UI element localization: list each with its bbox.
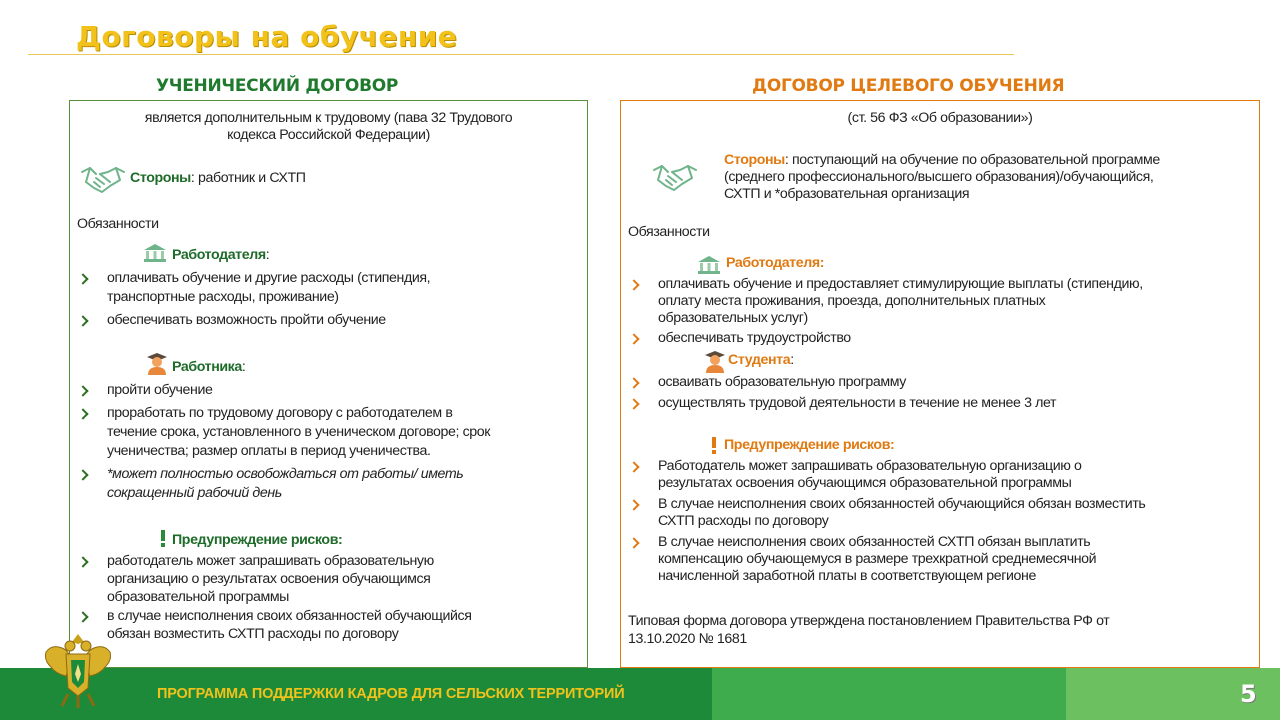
left-parties bbox=[130, 170, 306, 187]
left-worker-label: Работника bbox=[172, 359, 242, 375]
bank-icon bbox=[697, 255, 721, 275]
left-intro-line2: кодекса Российской Федерации) bbox=[227, 127, 430, 143]
handshake-icon bbox=[80, 162, 126, 194]
footer-program-title: ПРОГРАММА ПОДДЕРЖКИ КАДРОВ ДЛЯ СЕЛЬСКИХ ТЕРРИТОРИЙ bbox=[157, 686, 625, 702]
right-intro: (ст. 56 ФЗ «Об образовании») bbox=[847, 110, 1033, 126]
right-risk-item-2b: СХТП расходы по договору bbox=[658, 513, 829, 529]
right-risk-item-3a: В случае неисполнения своих обязанностей СХТП обязан выплатить bbox=[658, 534, 1091, 550]
chevron-right-icon bbox=[77, 385, 89, 397]
right-employer-heading: Работодателя: bbox=[726, 255, 825, 271]
right-risk-item-2a: В случае неисполнения своих обязанностей обучающийся обязан возместить bbox=[658, 496, 1146, 512]
right-parties-label: Стороны bbox=[724, 152, 785, 168]
right-note-line1: Типовая форма договора утверждена постановлением Правительства РФ от bbox=[628, 613, 1110, 629]
exclamation-icon bbox=[159, 530, 167, 548]
handshake-icon bbox=[652, 160, 698, 192]
left-risk-item-1b: организацию о результатах освоения обучающимся bbox=[107, 571, 431, 587]
left-risk-item-1c: образовательной программы bbox=[107, 589, 289, 605]
left-worker-item-2c: ученичества; размер оплаты в период ученичества. bbox=[107, 443, 431, 459]
left-worker-item-2b: течение срока, установленного в ученическом договоре; срок bbox=[107, 424, 491, 440]
right-employer-item-1c: образовательных услуг) bbox=[658, 310, 808, 326]
right-student-label: Студента bbox=[728, 352, 791, 368]
chevron-right-icon bbox=[628, 537, 640, 549]
left-risk-heading: Предупреждение рисков: bbox=[172, 532, 343, 548]
left-parties-text: : работник и СХТП bbox=[190, 170, 306, 186]
chevron-right-icon bbox=[77, 408, 89, 420]
right-employer-item-1b: оплату места проживания, проезда, дополнительных платных bbox=[658, 293, 1046, 309]
right-parties-line2: (среднего профессионального/высшего образования)/обучающийся, bbox=[724, 169, 1154, 185]
chevron-right-icon bbox=[628, 377, 640, 389]
student-icon bbox=[704, 350, 726, 374]
emblem-icon bbox=[38, 630, 118, 710]
left-duties-heading: Обязанности bbox=[77, 216, 159, 232]
right-parties-line3: СХТП и *образовательная организация bbox=[724, 186, 970, 202]
chevron-right-icon bbox=[77, 469, 89, 481]
right-parties-line1: Стороны: поступающий на обучение по образовательной программе bbox=[724, 152, 1160, 168]
left-column-heading: УЧЕНИЧЕСКИЙ ДОГОВОР bbox=[156, 76, 399, 96]
right-note-line2: 13.10.2020 № 1681 bbox=[628, 631, 747, 647]
left-worker-item-3a: *может полностью освобождаться от работы/ иметь bbox=[107, 466, 464, 482]
chevron-right-icon bbox=[77, 315, 89, 327]
right-student-item-1: осваивать образовательную программу bbox=[658, 374, 906, 390]
left-parties-label: Стороны bbox=[130, 170, 191, 186]
chevron-right-icon bbox=[77, 273, 89, 285]
student-icon bbox=[146, 352, 168, 376]
right-risk-item-3b: компенсацию обучающемуся в размере трехкратной среднемесячной bbox=[658, 551, 1097, 567]
left-employer-item-2: обеспечивать возможность пройти обучение bbox=[107, 312, 386, 328]
left-worker-item-1: пройти обучение bbox=[107, 382, 213, 398]
right-student-heading: Студента: bbox=[728, 352, 794, 368]
left-employer-heading: Работодателя: bbox=[172, 247, 270, 263]
footer-segment-mid bbox=[712, 668, 1066, 720]
right-duties-heading: Обязанности bbox=[628, 224, 710, 240]
right-student-item-2: осуществлять трудовой деятельности в течение не менее 3 лет bbox=[658, 395, 1057, 411]
bank-icon bbox=[143, 243, 167, 263]
left-intro-line1: является дополнительным к трудовому (пава 32 Трудового bbox=[144, 110, 513, 126]
left-employer-item-1b: транспортные расходы, проживание) bbox=[107, 289, 339, 305]
chevron-right-icon bbox=[77, 611, 89, 623]
chevron-right-icon bbox=[628, 461, 640, 473]
left-employer-label: Работодателя bbox=[172, 247, 266, 263]
right-employer-item-2: обеспечивать трудоустройство bbox=[658, 330, 851, 346]
chevron-right-icon bbox=[628, 333, 640, 345]
chevron-right-icon bbox=[628, 398, 640, 410]
left-risk-item-2a: в случае неисполнения своих обязанностей обучающийся bbox=[107, 608, 472, 624]
left-risk-item-2b: обязан возместить СХТП расходы по договору bbox=[107, 626, 399, 642]
page-title: Договоры на обучение bbox=[76, 20, 458, 53]
left-worker-item-2a: проработать по трудовому договору с работодателем в bbox=[107, 405, 453, 421]
chevron-right-icon bbox=[628, 279, 640, 291]
title-divider bbox=[28, 54, 1014, 55]
left-risk-item-1a: работодатель может запрашивать образовательную bbox=[107, 553, 434, 569]
chevron-right-icon bbox=[628, 499, 640, 511]
right-risk-item-1b: результатах освоения обучающимся образовательной программы bbox=[658, 475, 1072, 491]
right-employer-item-1a: оплачивать обучение и предоставляет стимулирующие выплаты (стипендию, bbox=[658, 276, 1143, 292]
right-column-heading: ДОГОВОР ЦЕЛЕВОГО ОБУЧЕНИЯ bbox=[752, 76, 1065, 96]
page-number: 5 bbox=[1240, 680, 1257, 708]
right-risk-item-3c: начисленной заработной платы в соответствующем регионе bbox=[658, 568, 1036, 584]
chevron-right-icon bbox=[77, 556, 89, 568]
exclamation-icon bbox=[710, 437, 718, 455]
right-risk-heading: Предупреждение рисков: bbox=[724, 437, 895, 453]
left-worker-heading: Работника: bbox=[172, 359, 246, 375]
left-employer-item-1a: оплачивать обучение и другие расходы (стипендия, bbox=[107, 270, 431, 286]
left-worker-item-3b: сокращенный рабочий день bbox=[107, 485, 282, 501]
right-risk-item-1a: Работодатель может запрашивать образовательную организацию о bbox=[658, 458, 1082, 474]
